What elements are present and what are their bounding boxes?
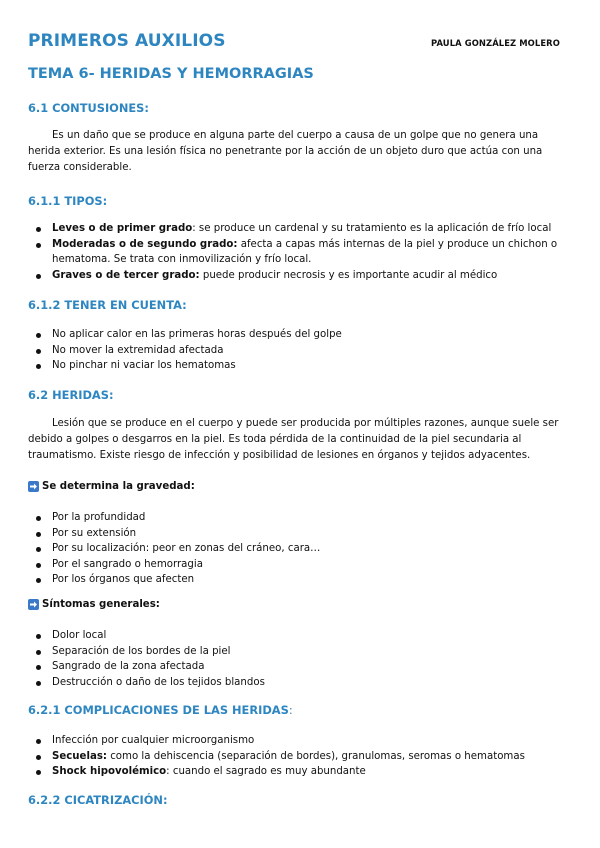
section-6-2-text: Lesión que se produce en el cuerpo y puede ser producida por múltiples razones, aunque suele ser debido a golpes o desgarros en la piel. Es toda pérdida de la continuidad de la piel secundaria al traumatismo. Existe riesgo de infección y posibilidad de lesiones en órganos y tejidos adyacentes. xyxy=(28,418,559,461)
sintomas-subheading: Síntomas generales: xyxy=(28,599,160,610)
gravedad-list xyxy=(28,510,568,588)
list-item: Por su extensión xyxy=(28,526,568,542)
bullet-icon xyxy=(36,634,41,639)
bullet-icon xyxy=(36,563,41,568)
bullet-icon xyxy=(36,516,41,521)
bullet-icon xyxy=(36,227,41,232)
list-item: Por su localización: peor en zonas del cráneo, cara… xyxy=(28,541,568,557)
bullet-icon xyxy=(36,547,41,552)
bullet-icon xyxy=(36,578,41,583)
list-item: Infección por cualquier microorganismo xyxy=(28,733,568,749)
tipos-list xyxy=(28,221,568,283)
list-item: Por el sangrado o hemorragia xyxy=(28,557,568,573)
tener-en-cuenta-list xyxy=(28,327,568,374)
sintomas-list xyxy=(28,628,568,690)
list-item: Secuelas: como la dehiscencia (separación de bordes), granulomas, seromas o hematomas xyxy=(28,749,568,765)
section-6-1-paragraph xyxy=(28,128,568,176)
section-6-1-heading: 6.1 CONTUSIONES: xyxy=(28,101,149,115)
section-6-2-2-heading: 6.2.2 CICATRIZACIÓN: xyxy=(28,793,168,807)
bullet-icon xyxy=(36,665,41,670)
document-title: PRIMEROS AUXILIOS xyxy=(28,31,226,51)
section-6-1-1-heading: 6.1.1 TIPOS: xyxy=(28,194,108,208)
complicaciones-list xyxy=(28,733,568,780)
gravedad-subheading: Se determina la gravedad: xyxy=(28,481,195,492)
list-item: Por la profundidad xyxy=(28,510,568,526)
bullet-icon xyxy=(36,349,41,354)
list-item: Sangrado de la zona afectada xyxy=(28,659,568,675)
bullet-icon xyxy=(36,681,41,686)
author-name: PAULA GONZÁLEZ MOLERO xyxy=(431,38,560,48)
list-item: No mover la extremidad afectada xyxy=(28,343,568,359)
list-item: Shock hipovolémico: cuando el sagrado es muy abundante xyxy=(28,764,568,780)
list-item: Dolor local xyxy=(28,628,568,644)
list-item: Separación de los bordes de la piel xyxy=(28,644,568,660)
list-item: No aplicar calor en las primeras horas después del golpe xyxy=(28,327,568,343)
bullet-icon xyxy=(36,770,41,775)
bullet-icon xyxy=(36,274,41,279)
list-item: No pinchar ni vaciar los hematomas xyxy=(28,358,568,374)
tema-heading: TEMA 6- HERIDAS Y HEMORRAGIAS xyxy=(28,66,314,82)
bullet-icon xyxy=(36,755,41,760)
arrow-right-icon xyxy=(28,481,39,492)
list-item: Por los órganos que afecten xyxy=(28,572,568,588)
list-item: Moderadas o de segundo grado: afecta a capas más internas de la piel y produce un chichon o hematoma. Se trata con inmovilización y frío local. xyxy=(28,237,568,268)
section-6-2-paragraph xyxy=(28,416,568,464)
list-item: Destrucción o daño de los tejidos blandos xyxy=(28,675,568,691)
arrow-right-icon xyxy=(28,599,39,610)
section-6-2-heading: 6.2 HERIDAS: xyxy=(28,388,114,402)
list-item: Leves o de primer grado: se produce un cardenal y su tratamiento es la aplicación de frío local xyxy=(28,221,568,237)
bullet-icon xyxy=(36,739,41,744)
section-6-2-1-heading: 6.2.1 COMPLICACIONES DE LAS HERIDAS: xyxy=(28,703,293,717)
bullet-icon xyxy=(36,333,41,338)
section-6-1-2-heading: 6.1.2 TENER EN CUENTA: xyxy=(28,298,187,312)
bullet-icon xyxy=(36,650,41,655)
bullet-icon xyxy=(36,532,41,537)
bullet-icon xyxy=(36,243,41,248)
bullet-icon xyxy=(36,364,41,369)
section-6-1-text: Es un daño que se produce en alguna parte del cuerpo a causa de un golpe que no genera una herida exterior. Es una lesión física no penetrante por la acción de un objeto duro que actúa con una fuerza considerable. xyxy=(28,130,543,173)
list-item: Graves o de tercer grado: puede producir necrosis y es importante acudir al médico xyxy=(28,268,568,284)
